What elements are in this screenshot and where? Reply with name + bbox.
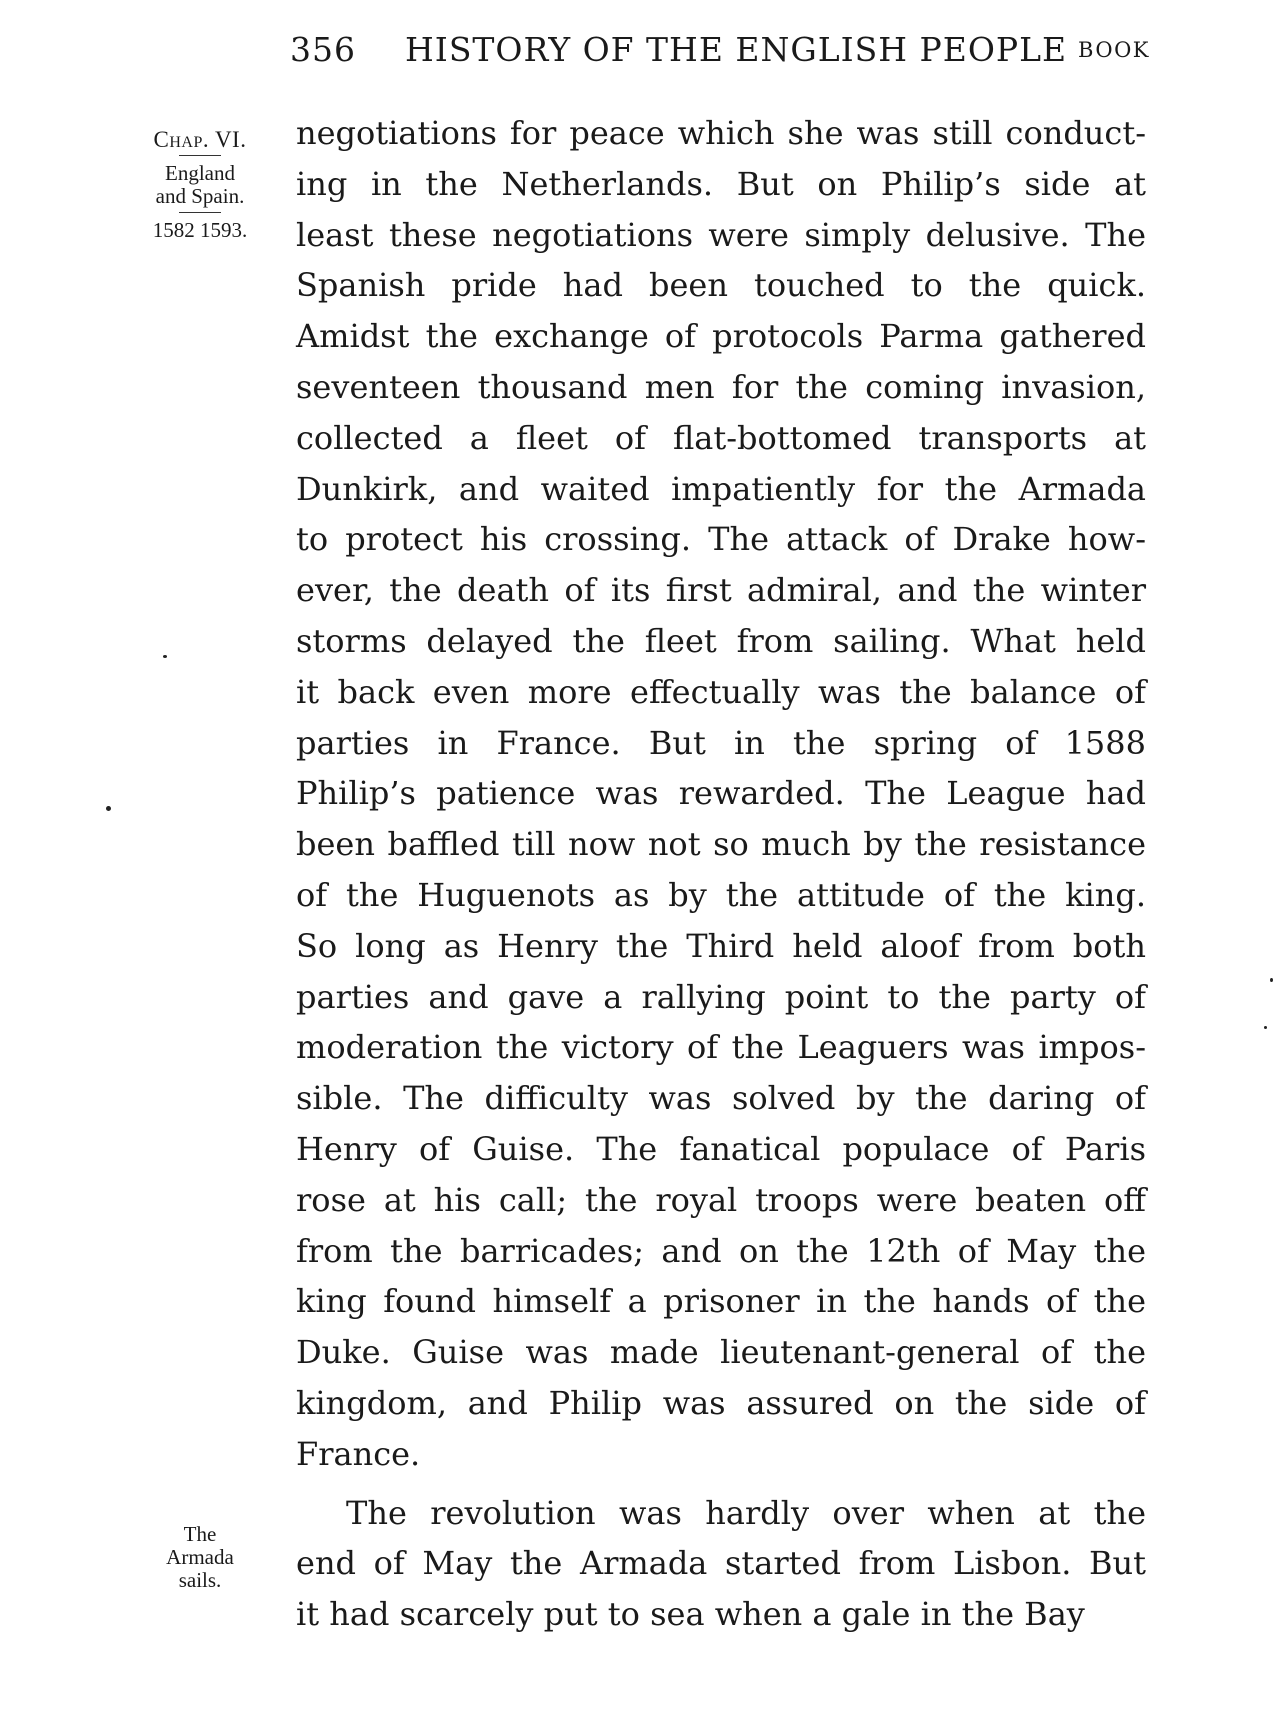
print-speck [1264, 1026, 1267, 1029]
print-speck [106, 806, 111, 811]
text-line: Amidst the exchange of protocols Parma gathered [296, 317, 1146, 356]
page-number: 356 [290, 30, 356, 69]
text-line: France. [296, 1434, 421, 1473]
armada-note-line-1: The [183, 1522, 217, 1546]
text-line: So long as Henry the Third held aloof from both [296, 926, 1146, 965]
text-line: from the barricades; and on the 12th of May the [296, 1231, 1146, 1270]
text-line: parties in France. But in the spring of 1588 [296, 723, 1146, 762]
text-line: sible. The difficulty was solved by the daring of [296, 1079, 1146, 1118]
text-line: to protect his crossing. The attack of Drake how- [296, 520, 1146, 559]
text-line: Dunkirk, and waited impatiently for the Armada [296, 469, 1146, 508]
text-line: of the Huguenots as by the attitude of the king. [296, 875, 1146, 914]
text-line: been baffled till now not so much by the resistance [296, 825, 1146, 864]
margin-rule [179, 212, 221, 213]
text-line: parties and gave a rallying point to the party of [296, 977, 1146, 1016]
margin-note-armada [120, 1523, 280, 1592]
text-line: it back even more effectually was the balance of [296, 672, 1146, 711]
text-line: end of May the Armada started from Lisbon. But [296, 1544, 1146, 1583]
text-line: negotiations for peace which she was still conduct- [296, 114, 1146, 152]
body-text [296, 108, 1146, 1640]
text-line: kingdom, and Philip was assured on the side of [296, 1383, 1146, 1422]
chapter-label: Chap. VI. [153, 127, 247, 152]
text-line: The revolution was hardly over when at the [346, 1493, 1146, 1532]
date-range: 1582 1593. [152, 218, 248, 242]
text-line: rose at his call; the royal troops were beaten off [296, 1180, 1146, 1219]
print-speck [163, 655, 167, 658]
text-line: it had scarcely put to sea when a gale in the Bay [296, 1595, 1085, 1634]
text-line: Philip’s patience was rewarded. The League had [296, 774, 1146, 813]
book-label: BOOK [1078, 38, 1150, 62]
running-head [290, 30, 1150, 80]
text-line: Spanish pride had been touched to the quick. [296, 266, 1146, 305]
running-title: HISTORY OF THE ENGLISH PEOPLE [405, 30, 1068, 69]
text-line: storms delayed the fleet from sailing. What held [296, 621, 1146, 660]
text-line: king found himself a prisoner in the hands of the [296, 1282, 1146, 1321]
text-line: moderation the victory of the Leaguers was impos- [296, 1028, 1146, 1067]
text-line: seventeen thousand men for the coming invasion, [296, 367, 1146, 406]
topic-line-1: England [165, 161, 235, 185]
topic-line-2: and Spain. [155, 184, 245, 208]
armada-note-line-3: sails. [178, 1568, 222, 1592]
text-line: Duke. Guise was made lieutenant-general of the [296, 1333, 1146, 1372]
text-line: least these negotiations were simply delusive. The [296, 215, 1146, 254]
margin-rule [179, 155, 221, 156]
paragraph-1 [296, 108, 1146, 1480]
print-speck [1270, 978, 1273, 982]
paragraph-2 [296, 1488, 1146, 1640]
text-line: Henry of Guise. The fanatical populace of Paris [296, 1129, 1146, 1168]
text-line: ing in the Netherlands. But on Philip’s side at [296, 164, 1146, 203]
text-line: collected a fleet of flat-bottomed transports at [296, 418, 1146, 457]
margin-note-chapter [120, 128, 280, 242]
text-line: ever, the death of its first admiral, and the winter [296, 571, 1146, 610]
armada-note-line-2: Armada [166, 1545, 234, 1569]
